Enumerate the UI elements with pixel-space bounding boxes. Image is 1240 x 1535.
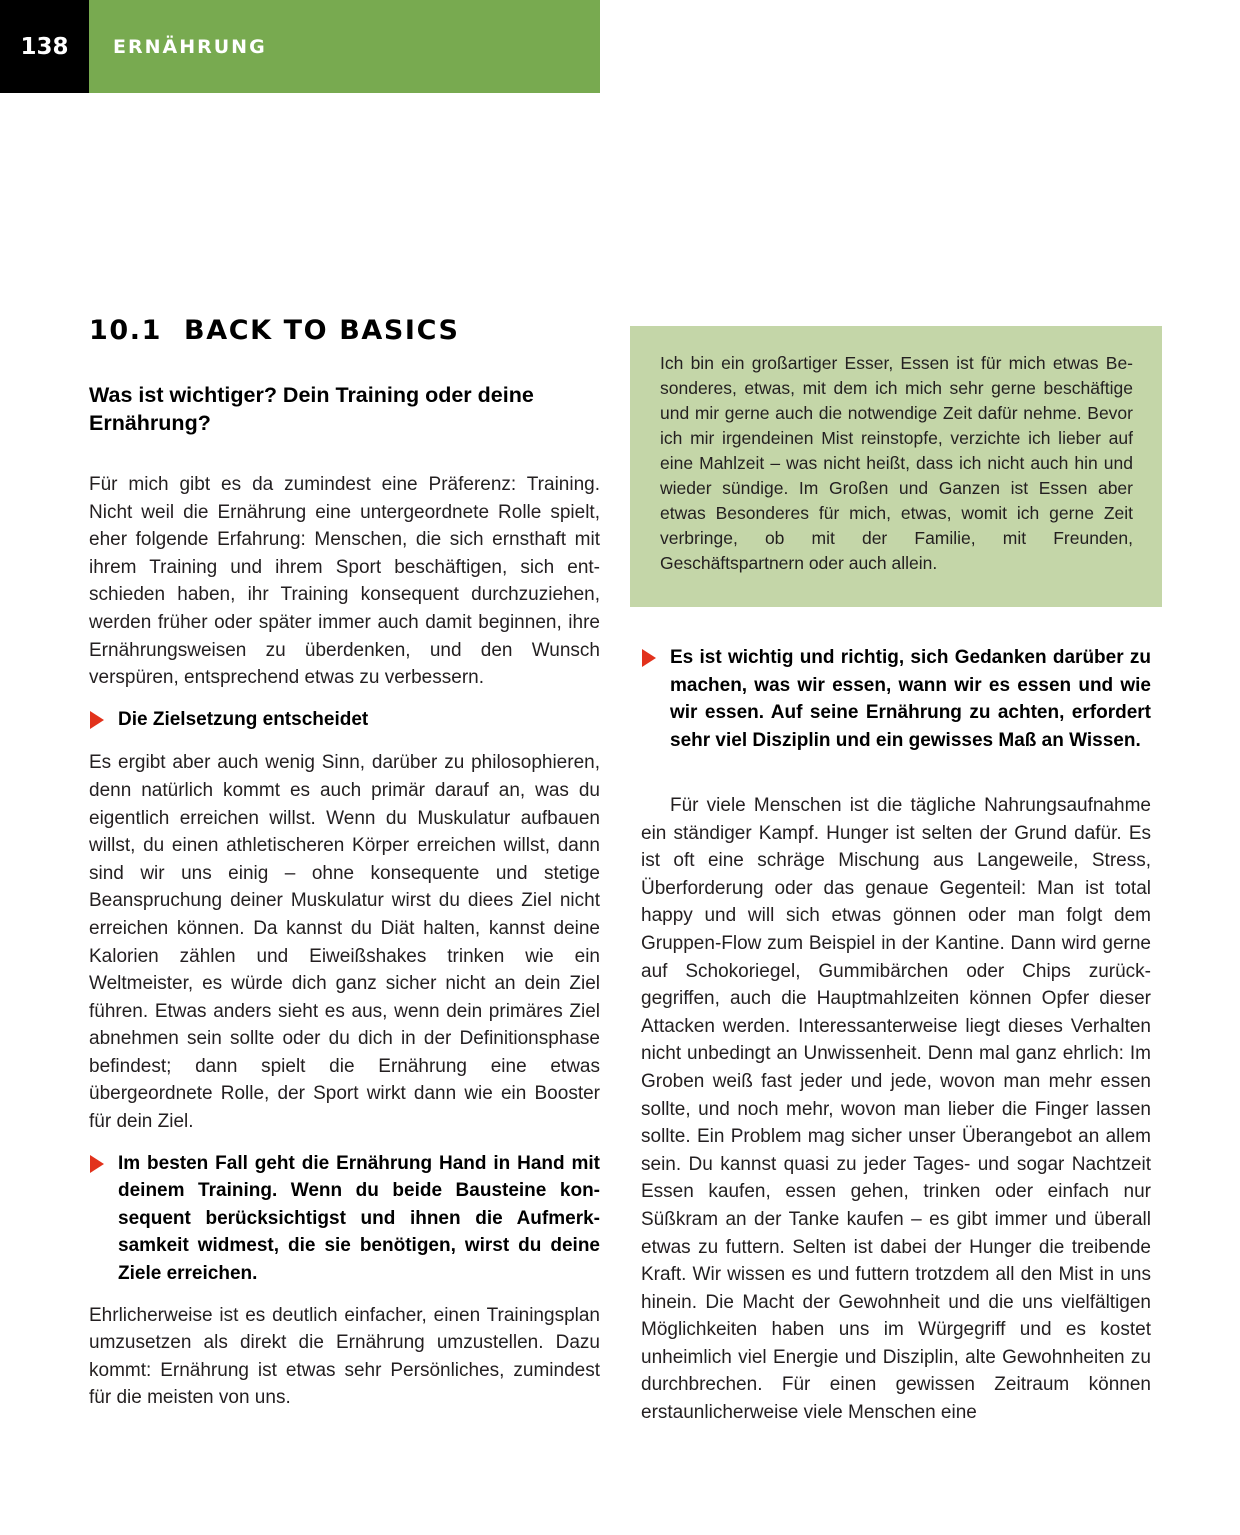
quote-text: Ich bin ein großartiger Esser, Essen ist für mich etwas Besonderes, etwas, mit dem ich mich sehr gerne beschäftige und mir gerne auch die notwendige Zeit dafür nehme. Bevor ich mir irgendeinen Mist reinstopfe, verzichte ich lieber auf eine Mahlzeit – was nicht heißt, dass ich nicht auch hin und wieder sündige. Im Großen und Ganzen ist Essen aber etwas Besonderes für mich, etwas, womit ich gerne Zeit verbringe, ob mit der Familie, mit Freunden, Geschäftspartnern oder auch allein. [660, 353, 1133, 573]
section-header [89, 0, 600, 93]
paragraph-daily-struggle: Für viele Menschen ist die tägliche Nahrungsaufnahme ein ständiger Kampf. Hunger ist selten der Grund dafür. Es ist oft eine schräge Mischung aus Langeweile, Stress, Überforderung oder das genaue Gegenteil: Man ist total happy und will sich etwas gönnen oder man folgt dem Gruppen-Flow zum Beispiel in der Kantine. Dann wird gerne auf Schokoriegel, Gummibärchen oder Chips zurückgegriffen, auch die Hauptmahlzeiten können Opfer dieser Attacken werden. Interessanterweise liegt dieses Verhalten nicht unbedingt an Unwissenheit. Denn mal ganz ehrlich: Im Groben weiß fast jeder und jede, wovon man mehr essen sollte, und noch mehr, wovon man lieber die Finger lassen sollte. Ein Problem mag sicher unser Überangebot an allem sein. Du kannst quasi zu jeder Tages- und sogar Nachtzeit Essen kaufen, essen gehen, trinken oder einfach nur Süßkram an der Tanke kaufen – es gibt immer und überall etwas zu futtern. Selten ist dabei der Hunger die treibende Kraft. Wir wissen es und futtern trotzdem all den Mist in uns hinein. Die Macht der Gewohnheit und die uns vielfältigen Möglichkeiten haben uns im Würgegriff und es kostet unheimlich viel Energie und Disziplin, alte Gewohnheiten zu durchbrechen. Für einen gewissen Zeitraum können erstaunlicherweise viele Menschen eine [641, 795, 1151, 1424]
callout-goal [89, 706, 600, 734]
paragraph-intro: Für mich gibt es da zumindest eine Präferenz: Training. Nicht weil die Ernährung eine untergeordnete Rolle spielt, eher folgende Erfahrung: Menschen, die sich ernsthaft mit ihrem Training und ihrem Sport beschäftigen, sich entschieden haben, ihr Training konsequent durchzuziehen, werden früher oder später immer auch damit beginnen, ihre Ernährungsweisen zu überdenken, und den Wunsch verspüren, entsprechend etwas zu verbessern. [89, 474, 600, 689]
paragraph-goal: Es ergibt aber auch wenig Sinn, darüber zu philosophieren, denn natürlich kommt es auch primär darauf an, was du eigentlich erreichen willst. Wenn du Muskulatur aufbauen willst, du einen athletischeren Körper erreichen willst, dann sind wir uns einig – ohne konsequente und stetige Beanspruchung deiner Muskulatur wirst du diees Ziel nicht erreichen können. Da kannst du Diät halten, kannst deine Kalorien zählen und Eiweißshakes trinken wie ein Weltmeister, es würde dich ganz sicher nicht an dein Ziel führen. Etwas anders sieht es aus, wenn dein primäres Ziel abnehmen sein sollte oder du dich in der Definitionsphase befindest; dann spielt die Ernährung eine etwas übergeordnete Rolle, der Sport wirkt dann wie ein Booster für dein Ziel. [89, 752, 600, 1133]
quote-box [630, 326, 1162, 607]
paragraph-honesty: Ehrlicherweise ist es deutlich einfacher, einen Trainingsplan umzusetzen als direkt die Ernährung umzustellen. Dazu kommt: Ernährung ist etwas sehr Persönliches, zumindest für die meisten von uns. [89, 1304, 600, 1409]
section-title: ERNÄHRUNG [113, 35, 267, 58]
arrow-right-icon [90, 711, 104, 729]
right-body [641, 792, 1151, 1427]
arrow-right-icon [90, 1155, 104, 1173]
subheading: Was ist wichtiger? Dein Training oder deine Ernährung? [89, 383, 534, 435]
right-callout [641, 644, 1151, 754]
left-column [89, 310, 600, 1412]
callout-best-case [89, 1150, 600, 1288]
arrow-right-icon [642, 649, 656, 667]
callout-goal-text: Die Zielsetzung entscheidet [118, 708, 369, 730]
page-number: 138 [0, 0, 89, 93]
chapter-title: 10.1 BACK TO BASICS [89, 315, 460, 346]
callout-best-case-text: Im besten Fall geht die Ernährung Hand in Hand mit deinem Training. Wenn du beide Bausteine konsequent berücksichtigst und ihnen die Aufmerksamkeit widmest, die sie benötigen, wirst du deine Ziele erreichen. [118, 1152, 600, 1285]
callout-important-text: Es ist wichtig und richtig, sich Gedanken darüber zu machen, was wir essen, wann wir es essen und wie wir essen. Auf seine Ernährung zu achten, erfordert sehr viel Disziplin und ein gewisses Maß an Wissen. [670, 647, 1151, 751]
callout-important [641, 644, 1151, 754]
